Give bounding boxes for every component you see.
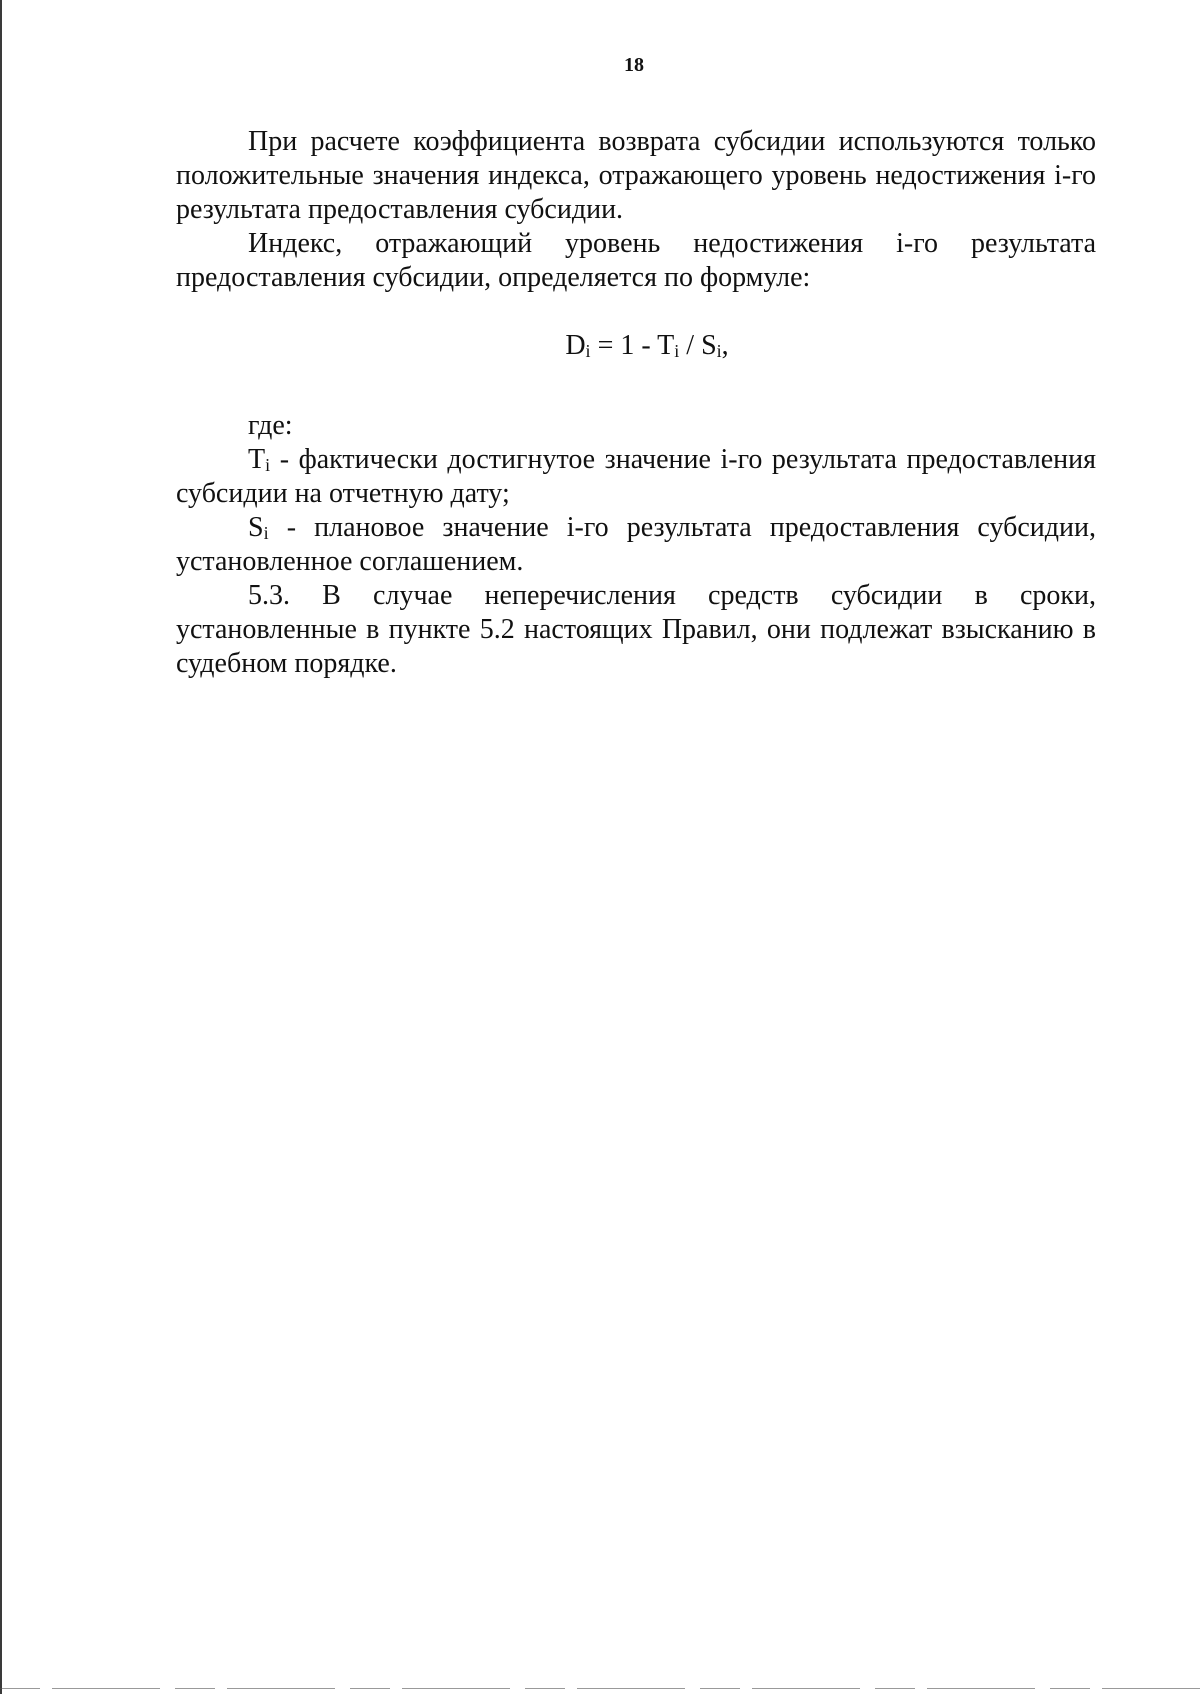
scan-edge-bottom xyxy=(0,1688,1200,1689)
definition-t-text: - фактически достигнутое значение i-го результата предоставления субсидии на отчетную дату; xyxy=(176,444,1096,509)
paragraph-where: где: xyxy=(248,410,293,441)
paragraph-5-3: 5.3. В случае неперечисления средств субсидии в сроки, установленные в пункте 5.2 настоящих Правил, они подлежат взысканию в судебном порядке. xyxy=(176,580,1096,679)
definition-t-symbol: T xyxy=(248,444,266,475)
page-number: 18 xyxy=(624,54,644,76)
spacer xyxy=(176,363,1096,409)
definition-s xyxy=(176,511,1096,579)
definition-s-text: - плановое значение i-го результата предоставления субсидии, установленное соглашением. xyxy=(176,512,1096,577)
definition-t-sub: i xyxy=(265,455,271,475)
formula-t: T xyxy=(657,330,675,361)
definition-s-sub: i xyxy=(263,523,269,543)
formula-middle: = 1 - xyxy=(590,330,658,361)
document-body xyxy=(176,125,1096,681)
formula-slash: / xyxy=(679,330,702,361)
formula-s-sub: i xyxy=(716,341,722,361)
formula-d: D xyxy=(565,330,586,361)
paragraph-positive-values: При расчете коэффициента возврата субсидии используются только положительные значения индекса, отражающего уровень недостижения i-го результата предоставления субсидии. xyxy=(176,126,1096,225)
definition-t xyxy=(176,443,1096,511)
formula-t-sub: i xyxy=(674,341,680,361)
definition-s-symbol: S xyxy=(248,512,264,543)
formula-s: S xyxy=(701,330,717,361)
scan-edge-left xyxy=(0,0,2,1694)
formula-tail: , xyxy=(721,330,729,361)
formula-d-sub: i xyxy=(585,341,591,361)
formula xyxy=(176,329,1096,363)
paragraph-index-definition: Индекс, отражающий уровень недостижения i-го результата предоставления субсидии, определяется по формуле: xyxy=(176,228,1096,293)
